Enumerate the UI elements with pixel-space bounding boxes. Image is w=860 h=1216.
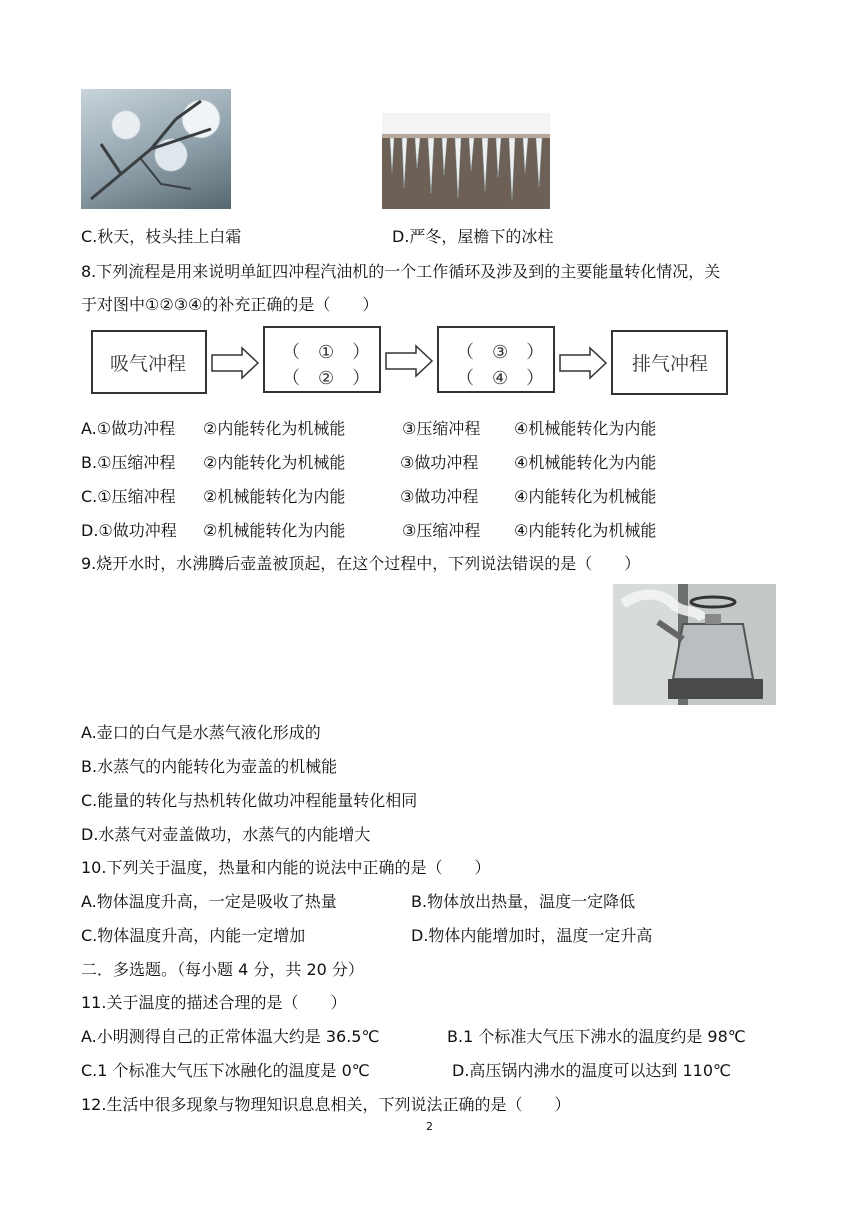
- q8-a-part4: ④机械能转化为内能: [514, 419, 657, 438]
- q9-option-c: C.能量的转化与热机转化做功冲程能量转化相同: [81, 791, 418, 810]
- q10-stem: 10.下列关于温度，热量和内能的说法中正确的是（ ）: [81, 858, 491, 877]
- q11-option-d: D.高压锅内沸水的温度可以达到 110℃: [452, 1061, 732, 1080]
- caption-c: C.秋天，枝头挂上白霜: [81, 227, 242, 246]
- q12-stem: 12.生活中很多现象与物理知识息息相关，下列说法正确的是（ ）: [81, 1095, 571, 1114]
- q9-option-a: A.壶口的白气是水蒸气液化形成的: [81, 723, 321, 742]
- slot-1: （ ① ）: [282, 342, 371, 363]
- page-number: 2: [426, 1120, 433, 1133]
- q10-option-d: D.物体内能增加时，温度一定升高: [411, 926, 653, 945]
- q9-option-b: B.水蒸气的内能转化为壶盖的机械能: [81, 757, 338, 776]
- q8-stem-line1: 8.下列流程是用来说明单缸四冲程汽油机的一个工作循环及涉及到的主要能量转化情况，关: [81, 262, 721, 281]
- icicles-photo: [382, 113, 550, 209]
- section-heading-multiple-choice: 二．多选题。（每小题 4 分，共 20 分）: [81, 960, 364, 979]
- intake-stroke-label: 吸气冲程: [110, 353, 187, 375]
- frost-branch-photo: [81, 89, 231, 209]
- q8-b-part4: ④机械能转化为内能: [514, 453, 657, 472]
- slot-2: （ ② ）: [282, 368, 371, 389]
- q8-stem-line2: 于对图中①②③④的补充正确的是（ ）: [81, 295, 379, 314]
- q8-b-part3: ③做功冲程: [400, 453, 479, 472]
- q8-d-part2: ②机械能转化为内能: [203, 521, 346, 540]
- q10-option-b: B.物体放出热量，温度一定降低: [411, 892, 636, 911]
- caption-d: D.严冬，屋檐下的冰柱: [392, 227, 554, 246]
- flow-arrow-3: [558, 346, 608, 380]
- q11-option-a: A.小明测得自己的正常体温大约是 36.5℃: [81, 1027, 380, 1046]
- frost-branch-drawing: [81, 89, 231, 209]
- q8-c-part1: C.①压缩冲程: [81, 487, 176, 506]
- q11-option-b: B.1 个标准大气压下沸水的温度约是 98℃: [447, 1027, 746, 1046]
- slot-3: （ ③ ）: [456, 342, 545, 363]
- q8-c-part3: ③做功冲程: [400, 487, 479, 506]
- q10-option-c: C.物体温度升高，内能一定增加: [81, 926, 306, 945]
- q8-d-part4: ④内能转化为机械能: [514, 521, 657, 540]
- q8-c-part2: ②机械能转化为内能: [203, 487, 346, 506]
- q8-b-part1: B.①压缩冲程: [81, 453, 176, 472]
- kettle-drawing: [613, 584, 776, 705]
- flow-arrow-1: [210, 346, 260, 380]
- q8-a-part3: ③压缩冲程: [402, 419, 481, 438]
- slot-4: （ ④ ）: [456, 368, 545, 389]
- kettle-photo: [613, 584, 776, 705]
- q11-stem: 11.关于温度的描述合理的是（ ）: [81, 993, 347, 1012]
- q8-d-part1: D.①做功冲程: [81, 521, 177, 540]
- q9-stem: 9.烧开水时，水沸腾后壶盖被顶起，在这个过程中，下列说法错误的是（ ）: [81, 554, 641, 573]
- q8-a-part2: ②内能转化为机械能: [203, 419, 346, 438]
- q9-option-d: D.水蒸气对壶盖做功，水蒸气的内能增大: [81, 825, 371, 844]
- q8-c-part4: ④内能转化为机械能: [514, 487, 657, 506]
- q8-d-part3: ③压缩冲程: [402, 521, 481, 540]
- q8-a-part1: A.①做功冲程: [81, 419, 176, 438]
- q8-b-part2: ②内能转化为机械能: [203, 453, 346, 472]
- q10-option-a: A.物体温度升高，一定是吸收了热量: [81, 892, 337, 911]
- icicles-drawing: [382, 113, 550, 209]
- exhaust-stroke-label: 排气冲程: [632, 353, 709, 375]
- q11-option-c: C.1 个标准大气压下冰融化的温度是 0℃: [81, 1061, 370, 1080]
- flow-arrow-2: [384, 344, 434, 378]
